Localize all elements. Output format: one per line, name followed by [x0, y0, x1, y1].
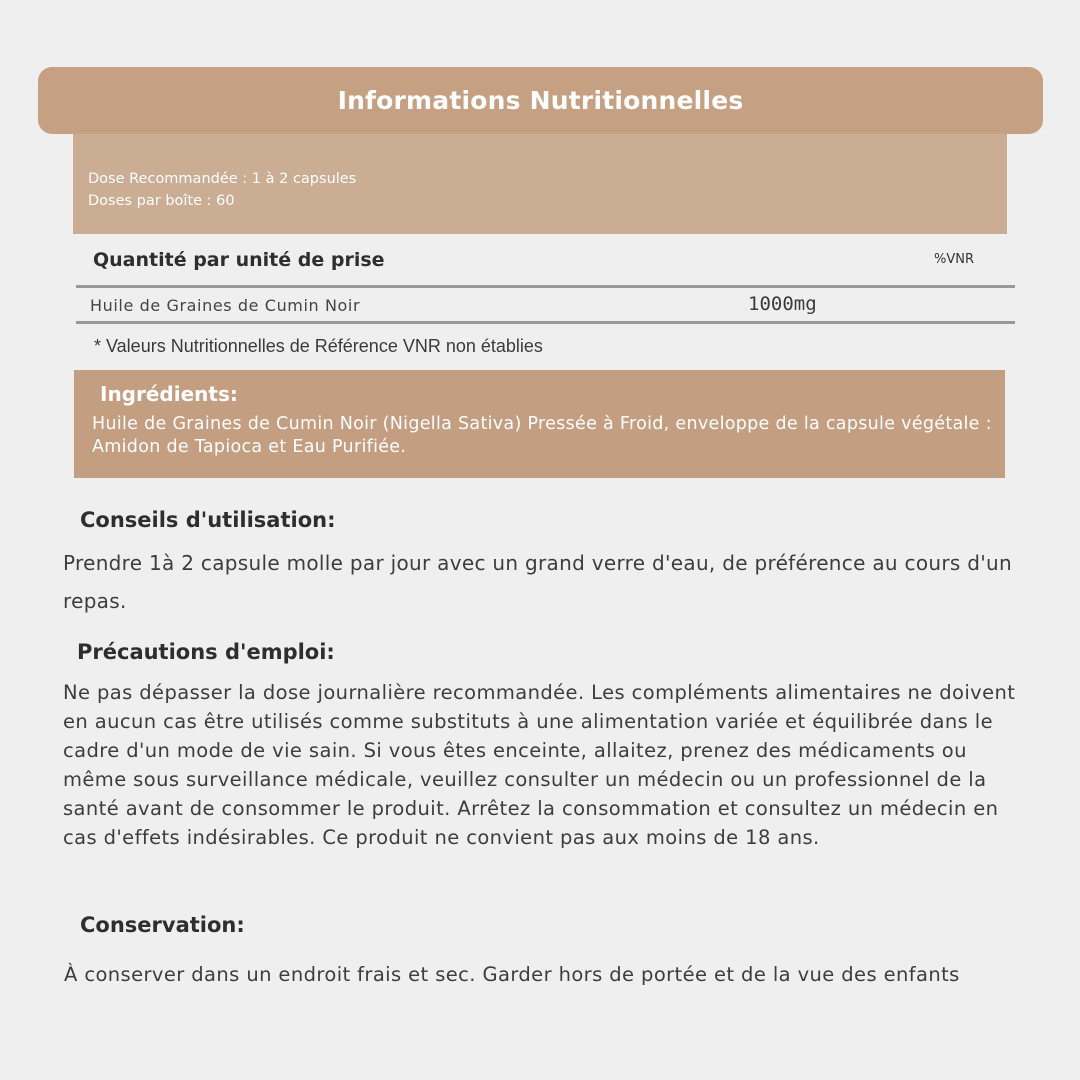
ingredients-box: [74, 370, 1005, 478]
table-divider-top: [76, 285, 1015, 288]
recommended-dose: Dose Recommandée : 1 à 2 capsules: [88, 171, 357, 187]
table-row-value: 1000mg: [748, 293, 817, 315]
vnr-footnote: * Valeurs Nutritionnelles de Référence VNR non établies: [94, 336, 543, 356]
conservation-text: À conserver dans un endroit frais et sec. Garder hors de portée et de la vue des enfants: [64, 963, 960, 986]
doses-per-box: Doses par boîte : 60: [88, 193, 235, 209]
title-banner: [38, 67, 1043, 134]
ingredients-text: Huile de Graines de Cumin Noir (Nigella Sativa) Pressée à Froid, enveloppe de la capsule végétale : Amidon de Tapioca et Eau Purifiée.: [92, 414, 992, 457]
usage-text: Prendre 1à 2 capsule molle par jour avec un grand verre d'eau, de préférence au cours d'un repas.: [63, 551, 1012, 613]
dose-info-box: [73, 134, 1007, 234]
conservation-heading: Conservation:: [80, 913, 245, 937]
precautions-heading: Précautions d'emploi:: [77, 640, 335, 664]
quantity-header: Quantité par unité de prise: [93, 249, 385, 271]
precautions-text: Ne pas dépasser la dose journalière recommandée. Les compléments alimentaires ne doivent en aucun cas être utilisés comme substituts à une alimentation variée et équilibrée dans le cadre d'un mode de vie sain. Si vous êtes enceinte, allaitez, prenez des médicaments ou même sous surveillance médicale, veuillez consulter un médecin ou un professionnel de la santé avant de consommer le produit. Arrêtez la consommation et consultez un médecin en cas d'effets indésirables. Ce produit ne convient pas aux moins de 18 ans.: [63, 681, 1016, 850]
table-divider-bottom: [76, 321, 1015, 324]
ingredients-title: Ingrédients:: [100, 382, 238, 406]
page-title: Informations Nutritionnelles: [337, 86, 744, 115]
vnr-header: %VNR: [934, 252, 975, 267]
usage-heading: Conseils d'utilisation:: [80, 508, 336, 532]
table-row-label: Huile de Graines de Cumin Noir: [90, 296, 361, 315]
